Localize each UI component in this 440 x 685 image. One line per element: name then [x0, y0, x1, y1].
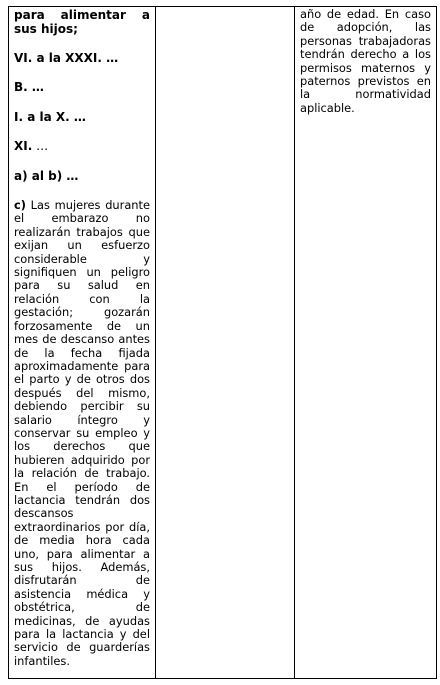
table-row	[9, 7, 437, 679]
paragraph-c-text: Las mujeres durante el embarazo no realizarán trabajos que exijan un esfuerzo considerable y signifiquen un peligro para su salud en relación con la gestación; gozarán forzosamente de un mes de descanso antes de la fecha fijada aproximadamente para el parto y de otros dos después del mismo, debiendo percibir su salario íntegro y conservar su empleo y los derechos que hubieren adquirido por la relación de trabajo. En el período de lactancia tendrán dos descansos extraordinarios por día, de media hora cada uno, para alimentar a sus hijos. Además, disfrutarán de asistencia médica y obstétrica, de medicinas, de ayudas para la lactancia y del servicio de guarderías infantiles.	[14, 198, 150, 668]
item-label: VI. a la XXXI. …	[14, 51, 119, 65]
paragraph-c-label: c)	[14, 198, 26, 213]
item-b	[14, 81, 150, 94]
item-label: a) al b) …	[14, 168, 79, 183]
item-i-x	[14, 111, 150, 124]
item-xi	[14, 140, 150, 153]
comparison-table	[8, 6, 437, 679]
item-label: B. …	[14, 80, 44, 95]
column-3-text: año de edad. En caso de adopción, las personas trabajadoras tendrán derecho a los permisos maternos y paternos previstos en la normatividad aplicable.	[300, 7, 431, 115]
column-1-cell	[9, 7, 156, 679]
column-2-cell	[156, 7, 295, 679]
item-label: I. a la X. …	[14, 109, 86, 124]
opening-text: para alimentar a sus hijos;	[14, 8, 150, 36]
item-rest: …	[32, 139, 49, 154]
item-vi-xxxi	[14, 52, 150, 65]
column-3-cell	[295, 7, 437, 679]
item-a-b	[14, 170, 150, 183]
item-label: XI.	[14, 139, 33, 154]
paragraph-c	[14, 199, 150, 668]
